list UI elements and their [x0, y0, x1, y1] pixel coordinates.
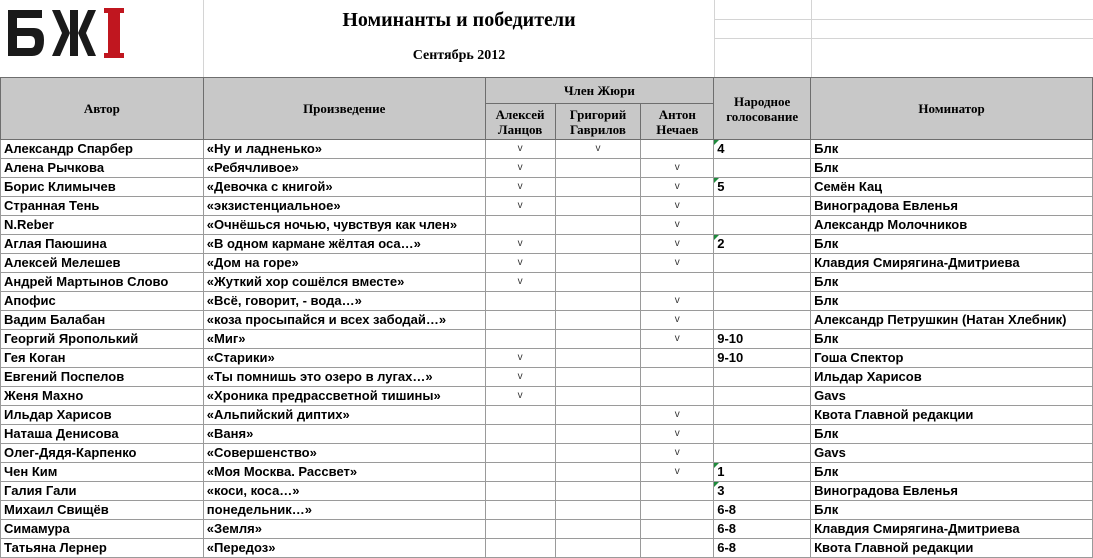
popular-vote-cell[interactable]: [714, 349, 811, 368]
popular-vote-cell[interactable]: [714, 311, 811, 330]
nominator-cell[interactable]: Виноградова Евленья: [811, 482, 1093, 501]
work-cell[interactable]: «Ну и ладненько»: [203, 140, 485, 159]
author-cell[interactable]: Андрей Мартынов Слово: [1, 273, 204, 292]
comment-marker-icon: [714, 178, 719, 183]
gridline: [714, 38, 1093, 39]
table-row: [1, 444, 1093, 463]
popular-vote-cell[interactable]: [714, 444, 811, 463]
table-row: [1, 216, 1093, 235]
popular-vote-value: 9-10: [717, 350, 744, 365]
jury-vote-cell[interactable]: v: [485, 140, 555, 159]
jury-vote-cell[interactable]: [555, 273, 641, 292]
bk-logo: [4, 4, 130, 62]
popular-vote-value: 3: [717, 483, 725, 498]
author-cell[interactable]: Наташа Денисова: [1, 425, 204, 444]
jury-vote-cell[interactable]: v: [485, 273, 555, 292]
comment-marker-icon: [714, 235, 719, 240]
work-cell[interactable]: «Хроника предрассветной тишины»: [203, 387, 485, 406]
jury-vote-cell[interactable]: v: [641, 178, 714, 197]
popular-vote-cell[interactable]: [714, 482, 811, 501]
jury-vote-cell[interactable]: [485, 501, 555, 520]
table-row: [1, 178, 1093, 197]
popular-vote-cell[interactable]: [714, 463, 811, 482]
work-cell[interactable]: «Ваня»: [203, 425, 485, 444]
popular-vote-cell[interactable]: [714, 197, 811, 216]
work-cell[interactable]: понедельник…»: [203, 501, 485, 520]
jury-vote-cell[interactable]: [555, 539, 641, 558]
jury-vote-cell[interactable]: [485, 311, 555, 330]
nominees-table: [0, 77, 1093, 558]
nominator-cell[interactable]: Гоша Спектор: [811, 349, 1093, 368]
jury-vote-cell[interactable]: v: [641, 235, 714, 254]
nominator-cell[interactable]: Блк: [811, 140, 1093, 159]
jury-vote-cell[interactable]: v: [641, 159, 714, 178]
work-cell[interactable]: «Жуткий хор сошёлся вместе»: [203, 273, 485, 292]
nominator-cell[interactable]: Ильдар Харисов: [811, 368, 1093, 387]
work-cell[interactable]: «Альпийский диптих»: [203, 406, 485, 425]
table-row: [1, 159, 1093, 178]
nominator-cell[interactable]: Блк: [811, 159, 1093, 178]
jury-vote-cell[interactable]: v: [641, 254, 714, 273]
author-cell[interactable]: Борис Климычев: [1, 178, 204, 197]
nominator-cell[interactable]: Блк: [811, 273, 1093, 292]
jury-vote-cell[interactable]: [641, 140, 714, 159]
jury-vote-cell[interactable]: [485, 292, 555, 311]
work-cell[interactable]: «коси, коса…»: [203, 482, 485, 501]
popular-vote-cell[interactable]: [714, 387, 811, 406]
column-header-jury-member: Антон Нечаев: [641, 104, 714, 140]
jury-vote-cell[interactable]: v: [485, 197, 555, 216]
jury-vote-cell[interactable]: [555, 368, 641, 387]
jury-vote-cell[interactable]: [555, 444, 641, 463]
jury-vote-cell[interactable]: [485, 539, 555, 558]
popular-vote-cell[interactable]: [714, 539, 811, 558]
table-row: [1, 273, 1093, 292]
table-row: [1, 349, 1093, 368]
popular-vote-cell[interactable]: [714, 330, 811, 349]
popular-vote-cell[interactable]: [714, 368, 811, 387]
jury-vote-cell[interactable]: [555, 311, 641, 330]
popular-vote-cell[interactable]: [714, 501, 811, 520]
nominator-cell[interactable]: Квота Главной редакции: [811, 539, 1093, 558]
popular-vote-cell[interactable]: [714, 425, 811, 444]
jury-vote-cell[interactable]: [641, 273, 714, 292]
table-row: [1, 406, 1093, 425]
jury-vote-cell[interactable]: [555, 235, 641, 254]
jury-vote-cell[interactable]: [641, 501, 714, 520]
author-cell[interactable]: Татьяна Лернер: [1, 539, 204, 558]
jury-vote-cell[interactable]: [485, 216, 555, 235]
author-cell[interactable]: Странная Тень: [1, 197, 204, 216]
jury-vote-cell[interactable]: v: [641, 197, 714, 216]
table-body: [1, 140, 1093, 558]
jury-vote-cell[interactable]: v: [641, 311, 714, 330]
comment-marker-icon: [714, 463, 719, 468]
work-cell[interactable]: «Совершенство»: [203, 444, 485, 463]
column-header-jury-member: Григорий Гаврилов: [555, 104, 641, 140]
author-cell[interactable]: Алена Рычкова: [1, 159, 204, 178]
jury-vote-cell[interactable]: [555, 387, 641, 406]
table-row: [1, 368, 1093, 387]
column-header-popular-vote: Народное голосование: [714, 78, 811, 140]
table-row: [1, 387, 1093, 406]
table-row: [1, 235, 1093, 254]
jury-vote-cell[interactable]: v: [485, 178, 555, 197]
jury-vote-cell[interactable]: [555, 178, 641, 197]
popular-vote-cell[interactable]: [714, 140, 811, 159]
author-cell[interactable]: Александр Спарбер: [1, 140, 204, 159]
work-cell[interactable]: «Ты помнишь это озеро в лугах…»: [203, 368, 485, 387]
work-cell[interactable]: «Девочка с книгой»: [203, 178, 485, 197]
jury-vote-cell[interactable]: v: [641, 292, 714, 311]
author-cell[interactable]: Михаил Свищёв: [1, 501, 204, 520]
popular-vote-value: 6-8: [717, 540, 737, 555]
jury-vote-cell[interactable]: [485, 463, 555, 482]
table-row: [1, 425, 1093, 444]
jury-vote-cell[interactable]: v: [485, 159, 555, 178]
nominator-cell[interactable]: Александр Петрушкин (Натан Хлебник): [811, 311, 1093, 330]
author-cell[interactable]: Георгий Ярополький: [1, 330, 204, 349]
work-cell[interactable]: «Миг»: [203, 330, 485, 349]
nominator-cell[interactable]: Клавдия Смирягина-Дмитриева: [811, 254, 1093, 273]
table-row: [1, 292, 1093, 311]
jury-vote-cell[interactable]: [641, 482, 714, 501]
table-row: [1, 330, 1093, 349]
jury-vote-cell[interactable]: [555, 520, 641, 539]
jury-vote-cell[interactable]: [641, 368, 714, 387]
author-cell[interactable]: N.Reber: [1, 216, 204, 235]
jury-vote-cell[interactable]: v: [485, 387, 555, 406]
jury-vote-cell[interactable]: [485, 425, 555, 444]
author-cell[interactable]: Евгений Поспелов: [1, 368, 204, 387]
nominator-cell[interactable]: Блк: [811, 425, 1093, 444]
popular-vote-value: 6-8: [717, 521, 737, 536]
author-cell[interactable]: Симамура: [1, 520, 204, 539]
popular-vote-value: 1: [717, 464, 725, 479]
jury-vote-cell[interactable]: [641, 387, 714, 406]
nominator-cell[interactable]: Блк: [811, 235, 1093, 254]
popular-vote-value: 4: [717, 141, 725, 156]
author-cell[interactable]: Чен Ким: [1, 463, 204, 482]
jury-vote-cell[interactable]: [641, 349, 714, 368]
popular-vote-cell[interactable]: [714, 235, 811, 254]
table-row: [1, 254, 1093, 273]
nominator-cell[interactable]: Виноградова Евленья: [811, 197, 1093, 216]
jury-vote-cell[interactable]: v: [485, 235, 555, 254]
author-cell[interactable]: Галия Гали: [1, 482, 204, 501]
popular-vote-cell[interactable]: [714, 159, 811, 178]
comment-marker-icon: [714, 140, 719, 145]
table-row: [1, 501, 1093, 520]
table-row: [1, 311, 1093, 330]
jury-vote-cell[interactable]: [485, 482, 555, 501]
jury-vote-cell[interactable]: [555, 501, 641, 520]
author-cell[interactable]: Гея Коган: [1, 349, 204, 368]
jury-vote-cell[interactable]: v: [641, 330, 714, 349]
column-header-author: Автор: [1, 78, 204, 140]
jury-vote-cell[interactable]: [555, 330, 641, 349]
nominator-cell[interactable]: Блк: [811, 463, 1093, 482]
jury-vote-cell[interactable]: [555, 425, 641, 444]
table-row: [1, 197, 1093, 216]
author-cell[interactable]: Женя Махно: [1, 387, 204, 406]
nominator-cell[interactable]: Квота Главной редакции: [811, 406, 1093, 425]
popular-vote-cell[interactable]: [714, 292, 811, 311]
popular-vote-cell[interactable]: [714, 216, 811, 235]
jury-vote-cell[interactable]: [555, 216, 641, 235]
work-cell[interactable]: «Очнёшься ночью, чувствуя как член»: [203, 216, 485, 235]
jury-vote-cell[interactable]: v: [485, 368, 555, 387]
nominator-cell[interactable]: Gavs: [811, 444, 1093, 463]
author-cell[interactable]: Ильдар Харисов: [1, 406, 204, 425]
nominator-cell[interactable]: Клавдия Смирягина-Дмитриева: [811, 520, 1093, 539]
page-subtitle: Сентябрь 2012: [412, 48, 506, 63]
table-row: [1, 140, 1093, 159]
jury-vote-cell[interactable]: [555, 254, 641, 273]
work-cell[interactable]: «Моя Москва. Рассвет»: [203, 463, 485, 482]
jury-vote-cell[interactable]: [555, 406, 641, 425]
work-cell[interactable]: «Всё, говорит, - вода…»: [203, 292, 485, 311]
jury-vote-cell[interactable]: v: [555, 140, 641, 159]
jury-vote-cell[interactable]: [485, 330, 555, 349]
author-cell[interactable]: Вадим Балабан: [1, 311, 204, 330]
jury-vote-cell[interactable]: v: [641, 406, 714, 425]
gridline: [714, 19, 1093, 20]
popular-vote-value: 2: [717, 236, 725, 251]
author-cell[interactable]: Алексей Мелешев: [1, 254, 204, 273]
page-title: Номинанты и победители: [342, 9, 576, 31]
nominator-cell[interactable]: Блк: [811, 292, 1093, 311]
jury-vote-cell[interactable]: [485, 444, 555, 463]
jury-vote-cell[interactable]: [555, 349, 641, 368]
popular-vote-cell[interactable]: [714, 254, 811, 273]
jury-vote-cell[interactable]: v: [641, 463, 714, 482]
work-cell[interactable]: «В одном кармане жёлтая оса…»: [203, 235, 485, 254]
jury-vote-cell[interactable]: v: [641, 444, 714, 463]
work-cell[interactable]: «экзистенциальное»: [203, 197, 485, 216]
jury-vote-cell[interactable]: v: [485, 349, 555, 368]
work-cell[interactable]: «Земля»: [203, 520, 485, 539]
column-header-nominator: Номинатор: [811, 78, 1093, 140]
table-row: [1, 520, 1093, 539]
column-header-jury: Член Жюри: [485, 78, 714, 104]
popular-vote-value: 5: [717, 179, 725, 194]
popular-vote-cell[interactable]: [714, 273, 811, 292]
jury-vote-cell[interactable]: [555, 292, 641, 311]
jury-vote-cell[interactable]: [485, 520, 555, 539]
jury-vote-cell[interactable]: [485, 406, 555, 425]
jury-vote-cell[interactable]: v: [641, 216, 714, 235]
table-row: [1, 539, 1093, 558]
jury-vote-cell[interactable]: v: [641, 425, 714, 444]
author-cell[interactable]: Аглая Паюшина: [1, 235, 204, 254]
nominator-cell[interactable]: Блк: [811, 330, 1093, 349]
work-cell[interactable]: «Передоз»: [203, 539, 485, 558]
popular-vote-cell[interactable]: [714, 178, 811, 197]
gridline: [203, 0, 204, 77]
author-cell[interactable]: Апофис: [1, 292, 204, 311]
work-cell[interactable]: «коза просыпайся и всех забодай…»: [203, 311, 485, 330]
table-row: [1, 482, 1093, 501]
work-cell[interactable]: «Ребячливое»: [203, 159, 485, 178]
jury-vote-cell[interactable]: [555, 463, 641, 482]
work-cell[interactable]: «Старики»: [203, 349, 485, 368]
nominator-cell[interactable]: Gavs: [811, 387, 1093, 406]
column-header-jury-member: Алексей Ланцов: [485, 104, 555, 140]
jury-vote-cell[interactable]: [641, 520, 714, 539]
jury-vote-cell[interactable]: v: [485, 254, 555, 273]
popular-vote-value: 6-8: [717, 502, 737, 517]
table-row: [1, 463, 1093, 482]
nominator-cell[interactable]: Александр Молочников: [811, 216, 1093, 235]
author-cell[interactable]: Олег-Дядя-Карпенко: [1, 444, 204, 463]
jury-vote-cell[interactable]: [641, 539, 714, 558]
column-header-work: Произведение: [203, 78, 485, 140]
jury-vote-cell[interactable]: [555, 197, 641, 216]
comment-marker-icon: [714, 482, 719, 487]
popular-vote-cell[interactable]: [714, 520, 811, 539]
nominator-cell[interactable]: Блк: [811, 501, 1093, 520]
nominator-cell[interactable]: Семён Кац: [811, 178, 1093, 197]
jury-vote-cell[interactable]: [555, 159, 641, 178]
work-cell[interactable]: «Дом на горе»: [203, 254, 485, 273]
jury-vote-cell[interactable]: [555, 482, 641, 501]
popular-vote-cell[interactable]: [714, 406, 811, 425]
popular-vote-value: 9-10: [717, 331, 744, 346]
